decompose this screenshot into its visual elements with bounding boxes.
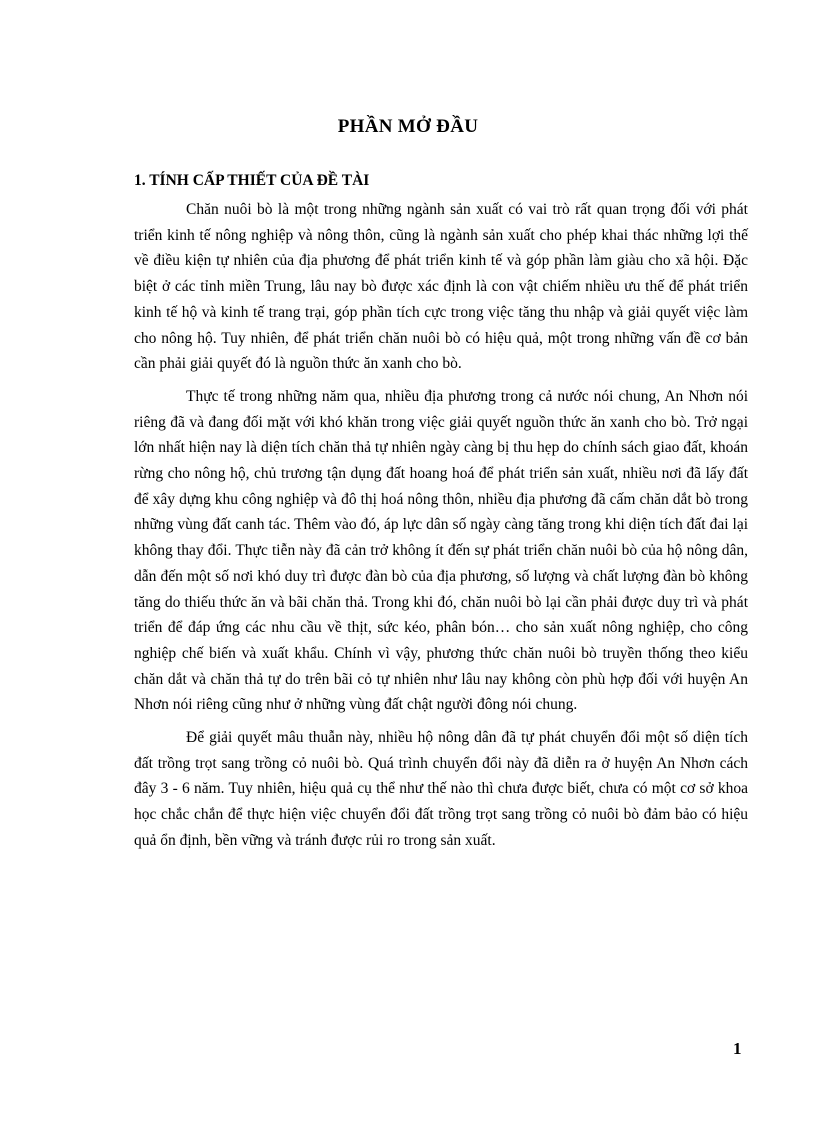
paragraph-2: Thực tế trong những năm qua, nhiều địa phương trong cả nước nói chung, An Nhơn nói riêng đã và đang đối mặt với khó khăn trong việc giải quyết nguồn thức ăn xanh cho bò. Trở ngại lớn nhất hiện nay là diện tích chăn thả tự nhiên ngày càng bị thu hẹp do chính sách giao đất, khoán rừng cho nông hộ, chủ trương tận dụng đất hoang hoá để phát triển sản xuất, nhiều nơi đã lấy đất để xây dựng khu công nghiệp và đô thị hoá nông thôn, nhiều địa phương đã cấm chăn dắt bò trong những vùng đất canh tác. Thêm vào đó, áp lực dân số ngày càng tăng trong khi diện tích đất đai lại không thay đổi. Thực tiễn này đã cản trở không ít đến sự phát triển chăn nuôi bò của hộ nông dân, dẫn đến một số nơi khó duy trì được đàn bò của địa phương, số lượng và chất lượng đàn bò không tăng do thiếu thức ăn và bãi chăn thả. Trong khi đó, chăn nuôi bò lại cần phải được duy trì và phát triển để đáp ứng các nhu cầu về thịt, sức kéo, phân bón… cho sản xuất nông nghiệp, cho công nghiệp chế biến và xuất khẩu. Chính vì vậy, phương thức chăn nuôi bò truyền thống theo kiểu chăn dắt và chăn thả tự do trên bãi cỏ tự nhiên như lâu nay không còn phù hợp đối với huyện An Nhơn nói riêng cũng như ở những vùng đất chật người đông nói chung. xyxy=(134,387,748,714)
body-text xyxy=(134,197,748,861)
paragraph-3: Để giải quyết mâu thuẫn này, nhiều hộ nông dân đã tự phát chuyển đổi một số diện tích đất trồng trọt sang trồng cỏ nuôi bò. Quá trình chuyển đổi này đã diễn ra ở huyện An Nhơn cách đây 3 - 6 năm. Tuy nhiên, hiệu quả cụ thể như thế nào thì chưa được biết, chưa có một cơ sở khoa học chắc chắn để thực hiện việc chuyển đổi đất trồng trọt sang trồng cỏ nuôi bò đảm bảo có hiệu quả ổn định, bền vững và tránh được rủi ro trong sản xuất. xyxy=(134,729,748,849)
page-title: PHẦN MỞ ĐẦU xyxy=(337,116,479,137)
page-number: 1 xyxy=(733,1039,742,1058)
section-heading: 1. TÍNH CẤP THIẾT CỦA ĐỀ TÀI xyxy=(134,172,370,189)
paragraph-1: Chăn nuôi bò là một trong những ngành sản xuất có vai trò rất quan trọng đối với phát triển kinh tế nông nghiệp và nông thôn, cũng là ngành sản xuất cho phép khai thác những lợi thế về điều kiện tự nhiên của địa phương để phát triển kinh tế và góp phần làm giàu cho xã hội. Đặc biệt ở các tỉnh miền Trung, lâu nay bò được xác định là con vật chiếm nhiều ưu thế để phát triển kinh tế hộ và kinh tế trang trại, góp phần tích cực trong việc tăng thu nhập và giải quyết việc làm cho nông hộ. Tuy nhiên, để phát triển chăn nuôi bò có hiệu quả, một trong những vấn đề cơ bản cần phải giải quyết đó là nguồn thức ăn xanh cho bò. xyxy=(134,201,748,373)
